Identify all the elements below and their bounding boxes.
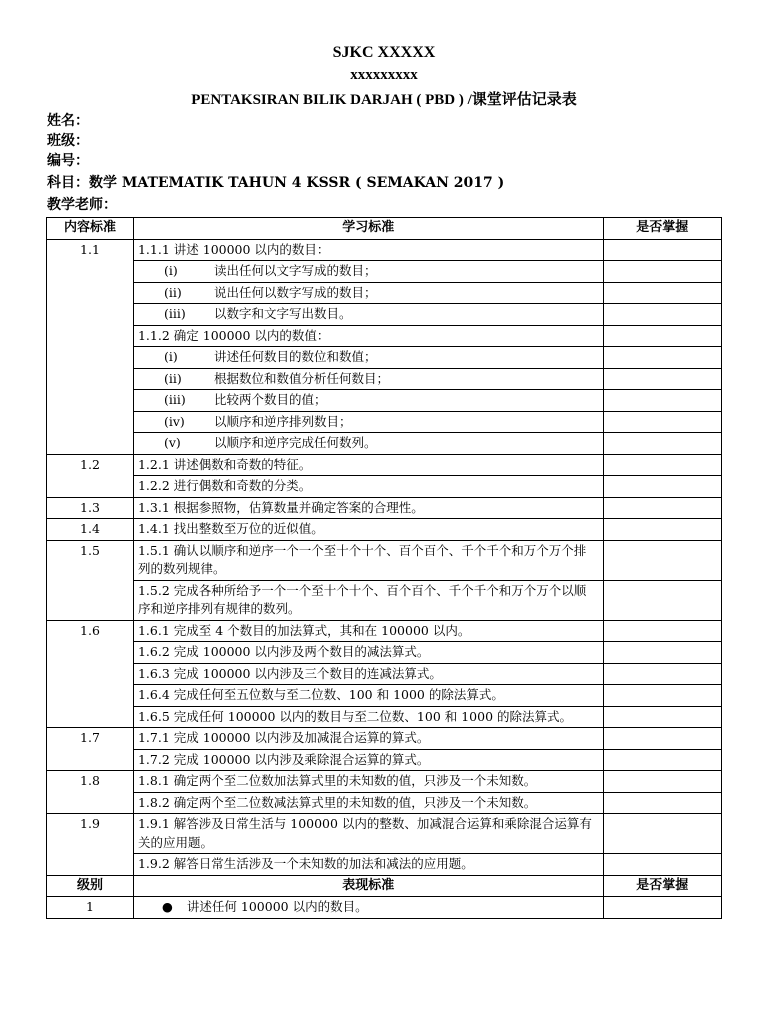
table-row	[47, 454, 722, 476]
table-row	[47, 685, 722, 707]
content-standard-cell: 1.1	[47, 239, 134, 454]
table-row	[47, 749, 722, 771]
table-row	[47, 663, 722, 685]
learning-standard-cell: 1.8.2 确定两个至二位数减法算式里的未知数的值，只涉及一个未知数。	[133, 792, 603, 814]
school-subtitle: xxxxxxxxx	[350, 67, 418, 83]
table-row	[47, 728, 722, 750]
item-label: (iii)	[163, 392, 186, 407]
learning-standard-cell: 1.1.2 确定 100000 以内的数值：	[133, 325, 603, 347]
table-row	[47, 282, 722, 304]
teacher-field-label: 教学老师：	[47, 197, 117, 213]
table-row	[47, 261, 722, 283]
mastered-cell[interactable]	[603, 282, 721, 304]
table-row	[47, 390, 722, 412]
table-row	[47, 304, 722, 326]
mastered-cell[interactable]	[603, 433, 721, 455]
item-label: (v)	[163, 435, 181, 450]
performance-text: 讲述任何 100000 以内的数目。	[186, 899, 368, 914]
learning-standard-cell	[133, 390, 603, 412]
table-row	[47, 497, 722, 519]
table-row	[47, 792, 722, 814]
mastered-cell[interactable]	[603, 239, 721, 261]
content-standard-cell: 1.9	[47, 814, 134, 876]
mastered-cell[interactable]	[603, 580, 721, 620]
learning-standard-cell: 1.6.4 完成任何至五位数与至二位数、100 和 1000 的除法算式。	[133, 685, 603, 707]
table-row	[47, 854, 722, 876]
item-text: 以数字和文字写出数目。	[213, 306, 352, 321]
school-name: SJKC XXXXX	[332, 44, 436, 61]
content-standard-cell: 1.3	[47, 497, 134, 519]
learning-standard-cell	[133, 304, 603, 326]
item-label: (ii)	[163, 284, 182, 300]
level-header-row	[47, 875, 722, 897]
learning-standard-cell: 1.9.2 解答日常生活涉及一个未知数的加法和减法的应用题。	[133, 854, 603, 876]
col-header-mastered: 是否掌握	[603, 218, 721, 240]
item-label: (i)	[163, 263, 178, 278]
learning-standard-cell: 1.5.2 完成各种所给予一个一个至十个十个、百个百个、千个千个和万个万个以顺序和逆序排列有规律的数列。	[133, 580, 603, 620]
table-row	[47, 540, 722, 580]
table-row	[47, 411, 722, 433]
table-row	[47, 368, 722, 390]
learning-standard-cell	[133, 433, 603, 455]
number-field-label: 编号：	[47, 153, 89, 169]
mastered-cell[interactable]	[603, 540, 721, 580]
mastered-cell[interactable]	[603, 497, 721, 519]
learning-standard-cell	[133, 368, 603, 390]
mastered-cell[interactable]	[603, 771, 721, 793]
table-row	[47, 239, 722, 261]
mastered-cell[interactable]	[603, 792, 721, 814]
learning-standard-cell	[133, 347, 603, 369]
table-row	[47, 519, 722, 541]
table-row	[47, 620, 722, 642]
table-row	[47, 771, 722, 793]
learning-standard-cell: 1.6.1 完成至 4 个数目的加法算式，其和在 100000 以内。	[133, 620, 603, 642]
item-label: (ii)	[163, 370, 182, 386]
table-row	[47, 433, 722, 455]
mastered-cell[interactable]	[603, 261, 721, 283]
bullet-icon: ●	[161, 899, 173, 914]
table-row	[47, 814, 722, 854]
content-standard-cell: 1.6	[47, 620, 134, 728]
table-row	[47, 706, 722, 728]
mastered-cell[interactable]	[603, 519, 721, 541]
content-standard-cell: 1.8	[47, 771, 134, 814]
learning-standard-cell	[133, 261, 603, 283]
table-row	[47, 580, 722, 620]
class-field-label: 班级：	[47, 133, 89, 149]
performance-standard-header: 表现标准	[133, 875, 603, 897]
mastered-cell[interactable]	[603, 411, 721, 433]
learning-standard-cell: 1.9.1 解答涉及日常生活与 100000 以内的整数、加减混合运算和乘除混合运算有关的应用题。	[133, 814, 603, 854]
mastered-cell[interactable]	[603, 325, 721, 347]
mastered-cell[interactable]	[603, 347, 721, 369]
mastered-cell[interactable]	[603, 685, 721, 707]
item-text: 说出任何以数字写成的数目；	[213, 284, 377, 300]
item-text: 以顺序和逆序排列数目；	[213, 413, 352, 429]
col-header-learning-standard: 学习标准	[133, 218, 603, 240]
level-header: 级别	[47, 875, 134, 897]
learning-standard-cell	[133, 282, 603, 304]
mastered-cell[interactable]	[603, 814, 721, 854]
item-label: (iv)	[163, 413, 185, 429]
table-row	[47, 476, 722, 498]
table-body	[47, 239, 722, 918]
learning-standard-cell: 1.2.2 进行偶数和奇数的分类。	[133, 476, 603, 498]
mastered-cell[interactable]	[603, 642, 721, 664]
mastered-cell[interactable]	[603, 663, 721, 685]
mastered-cell[interactable]	[603, 304, 721, 326]
mastered-cell[interactable]	[603, 728, 721, 750]
content-standard-cell: 1.2	[47, 454, 134, 497]
learning-standard-cell: 1.7.2 完成 100000 以内涉及乘除混合运算的算式。	[133, 749, 603, 771]
performance-standard-cell	[133, 897, 603, 919]
item-label: (iii)	[163, 306, 186, 321]
learning-standard-cell: 1.1.1 讲述 100000 以内的数目：	[133, 239, 603, 261]
mastered-cell[interactable]	[603, 454, 721, 476]
name-field-label: 姓名：	[47, 113, 89, 129]
mastered-header-2: 是否掌握	[603, 875, 721, 897]
level-cell: 1	[47, 897, 134, 919]
item-text: 读出任何以文字写成的数目；	[213, 263, 377, 278]
subject-field: 科目：数学 MATEMATIK TAHUN 4 KSSR ( SEMAKAN 2017 )	[47, 175, 505, 191]
mastered-cell[interactable]	[603, 390, 721, 412]
item-text: 比较两个数目的值；	[213, 392, 327, 407]
learning-standard-cell: 1.6.3 完成 100000 以内涉及三个数目的连减法算式。	[133, 663, 603, 685]
assessment-table	[46, 217, 722, 919]
learning-standard-cell: 1.2.1 讲述偶数和奇数的特征。	[133, 454, 603, 476]
mastered-cell[interactable]	[603, 854, 721, 876]
learning-standard-cell: 1.5.1 确认以顺序和逆序一个一个至十个十个、百个百个、千个千个和万个万个排列的数列规律。	[133, 540, 603, 580]
mastered-cell[interactable]	[603, 897, 721, 919]
item-label: (i)	[163, 349, 178, 364]
content-standard-cell: 1.7	[47, 728, 134, 771]
learning-standard-cell	[133, 411, 603, 433]
learning-standard-cell: 1.4.1 找出整数至万位的近似值。	[133, 519, 603, 541]
content-standard-cell: 1.4	[47, 519, 134, 541]
content-standard-cell: 1.5	[47, 540, 134, 620]
mastered-cell[interactable]	[603, 368, 721, 390]
form-title: PENTAKSIRAN BILIK DARJAH ( PBD ) /课堂评估记录表	[191, 92, 577, 108]
mastered-cell[interactable]	[603, 620, 721, 642]
mastered-cell[interactable]	[603, 706, 721, 728]
mastered-cell[interactable]	[603, 749, 721, 771]
learning-standard-cell: 1.6.2 完成 100000 以内涉及两个数目的减法算式。	[133, 642, 603, 664]
learning-standard-cell: 1.6.5 完成任何 100000 以内的数目与至二位数、100 和 1000 的除法算式。	[133, 706, 603, 728]
table-row	[47, 642, 722, 664]
learning-standard-cell: 1.3.1 根据参照物，估算数量并确定答案的合理性。	[133, 497, 603, 519]
table-header-row	[47, 218, 722, 240]
level-row	[47, 897, 722, 919]
item-text: 讲述任何数目的数位和数值；	[213, 349, 377, 364]
learning-standard-cell: 1.8.1 确定两个至二位数加法算式里的未知数的值，只涉及一个未知数。	[133, 771, 603, 793]
learning-standard-cell: 1.7.1 完成 100000 以内涉及加减混合运算的算式。	[133, 728, 603, 750]
table-row	[47, 325, 722, 347]
table-row	[47, 347, 722, 369]
col-header-content-standard: 内容标准	[47, 218, 134, 240]
item-text: 根据数位和数值分析任何数目；	[213, 370, 389, 386]
item-text: 以顺序和逆序完成任何数列。	[213, 435, 377, 450]
mastered-cell[interactable]	[603, 476, 721, 498]
